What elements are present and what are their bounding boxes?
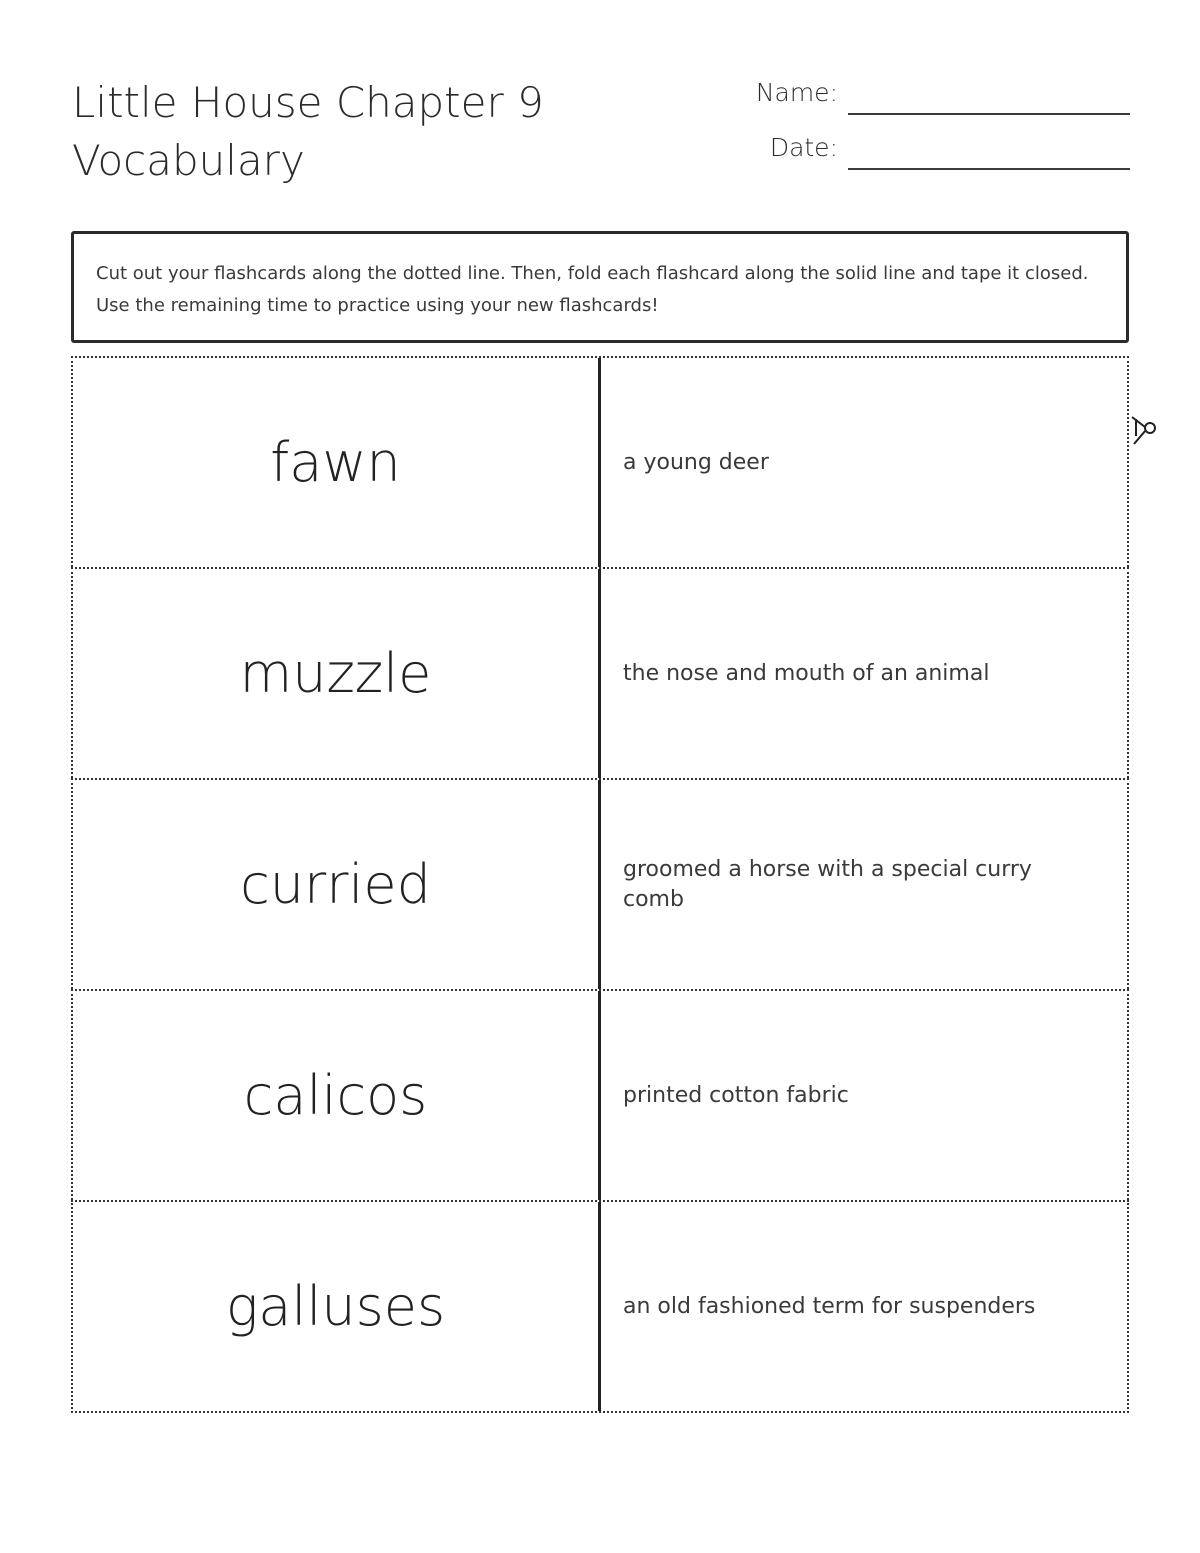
flashcard-definition: an old fashioned term for suspenders	[623, 1293, 1036, 1319]
flashcard-term: galluses	[73, 1202, 601, 1411]
flashcard	[71, 356, 1129, 567]
flashcard-definition: printed cotton fabric	[623, 1082, 849, 1108]
flashcard-definition: the nose and mouth of an animal	[623, 660, 990, 686]
flashcard	[71, 1200, 1129, 1413]
name-field[interactable]	[700, 76, 1130, 116]
flashcard	[71, 778, 1129, 989]
date-blank-line[interactable]	[848, 168, 1130, 170]
instructions-box: Cut out your flashcards along the dotted line. Then, fold each flashcard along the solid line and tape it closed. Use the remaining time to practice using your new flashcards!	[71, 231, 1129, 343]
flashcard-term: calicos	[73, 991, 601, 1200]
title-line-2: Vocabulary	[72, 136, 305, 185]
worksheet-title	[72, 74, 672, 190]
flashcard-definition: groomed a horse with a special curry comb	[623, 856, 1032, 912]
name-blank-line[interactable]	[848, 113, 1130, 115]
flashcard-definition: a young deer	[623, 449, 769, 475]
date-field[interactable]	[700, 131, 1130, 171]
flashcard	[71, 989, 1129, 1200]
flashcard	[71, 567, 1129, 778]
scissors-icon	[1124, 414, 1160, 454]
date-label: Date:	[769, 133, 838, 162]
name-label: Name:	[755, 78, 838, 107]
flashcard-term: muzzle	[73, 569, 601, 778]
title-line-1: Little House Chapter 9	[72, 78, 544, 127]
flashcard-term: curried	[73, 780, 601, 989]
flashcard-term: fawn	[73, 358, 601, 567]
flashcard-sheet	[71, 356, 1129, 1413]
